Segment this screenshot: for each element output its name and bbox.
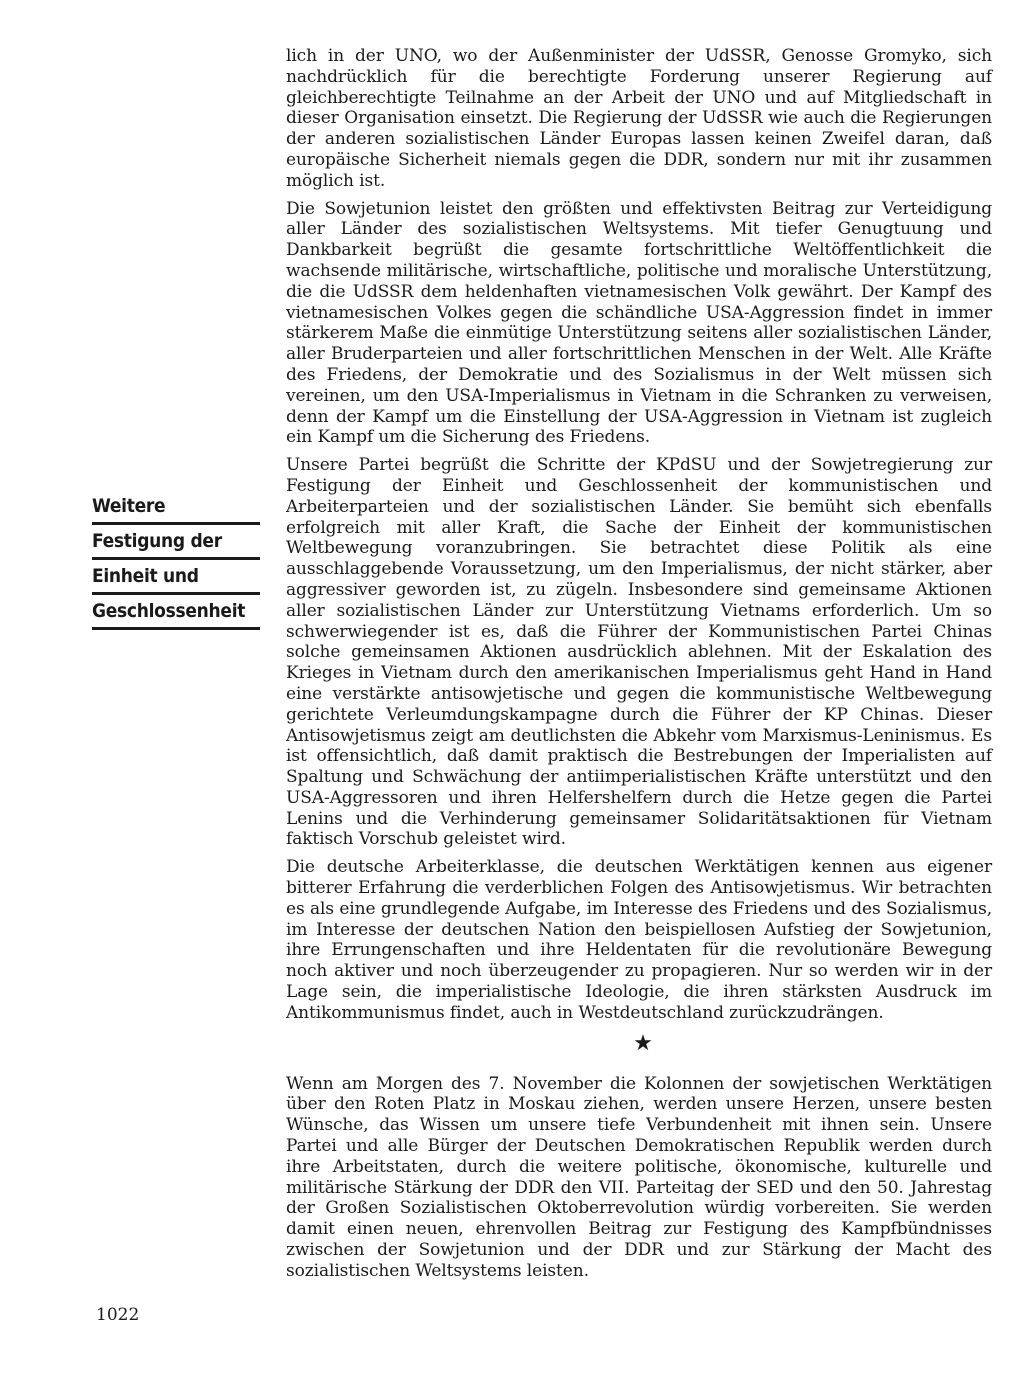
main-text [286, 46, 992, 1289]
page-number: 1022 [96, 1305, 140, 1325]
paragraph-2: Die Sowjetunion leistet den größten und effektivsten Beitrag zur Verteidigung aller Länder des sozialistischen Weltsystems. Mit tiefer Genugtuung und Dankbarkeit begrüßt die gesamte fortschrittliche Weltöffentlichkeit die wachsende militärische, wirtschaftliche, politische und moralische Unterstützung, die die UdSSR dem heldenhaften vietnamesischen Volk gewährt. Der Kampf des vietnamesischen Volkes gegen die schändliche USA-Aggression findet in immer stärkerem Maße die einmütige Unterstützung seitens aller sozialistischen Länder, aller Bruderparteien und aller fortschrittlichen Menschen in der Welt. Alle Kräfte des Friedens, der Demokratie und des Sozialismus in der Welt müssen sich vereinen, um den USA-Imperialismus in Vietnam in die Schranken zu verweisen, denn der Kampf um die Einstellung der USA-Aggression in Vietnam ist zugleich ein Kampf um die Sicherung des Friedens. [286, 198, 992, 448]
margin-heading-line: Einheit und [92, 560, 260, 595]
closing-paragraph: Wenn am Morgen des 7. November die Kolonnen der sowjetischen Werktätigen über den Roten Platz in Moskau ziehen, werden unsere Herzen, unsere besten Wünsche, das Wissen um unsere tiefe Verbundenheit mit ihnen sein. Unsere Partei und alle Bürger der Deutschen Demokratischen Republik werden durch ihre Arbeitstaten, durch die weitere politische, ökonomische, kulturelle und militärische Stärkung der DDR den VII. Parteitag der SED und den 50. Jahrestag der Großen Sozialistischen Oktoberrevolution würdig vorbereiten. Sie werden damit einen neuen, ehrenvollen Beitrag zur Festigung des Kampfbündnisses zwischen der Sowjetunion und der DDR und zur Stärkung der Macht des sozialistischen Weltsystems leisten. [286, 1073, 992, 1281]
margin-heading-line: Geschlossenheit [92, 595, 260, 630]
paragraph-3: Unsere Partei begrüßt die Schritte der KPdSU und der Sowjetregierung zur Festigung der Einheit und Geschlossenheit der kommunistischen und Arbeiterparteien und der sozialistischen Länder. Sie bemüht sich ebenfalls erfolgreich mit aller Kraft, die Sache der Einheit der kommunistischen Weltbewegung voranzubringen. Sie betrachtet diese Politik als eine ausschlaggebende Voraussetzung, um den Imperialismus, der nicht stärker, aber aggressiver geworden ist, zu zügeln. Insbesondere sind gemeinsame Aktionen aller sozialistischen Länder zur Unterstützung Vietnams erforderlich. Um so schwerwiegender ist es, daß die Führer der Kommunistischen Partei Chinas solche gemeinsamen Aktionen ausdrücklich ablehnen. Mit der Eskalation des Krieges in Vietnam durch den amerikanischen Imperialismus geht Hand in Hand eine verstärkte antisowjetische und gegen die kommunistische Weltbewegung gerichtete Verleumdungskampagne durch die Führer der KP Chinas. Dieser Antisowjetismus zeigt am deutlichsten die Abkehr vom Marxismus-Leninismus. Es ist offensichtlich, daß damit praktisch die Bestrebungen der Imperialisten auf Spaltung und Schwächung der antiimperialistischen Kräfte unterstützt und den USA-Aggressoren und ihren Helfershelfern durch die Hetze gegen die Partei Lenins und die Verhinderung gemeinsamer Solidaritätsaktionen für Vietnam faktisch Vorschub geleistet wird. [286, 455, 992, 850]
paragraph-1: lich in der UNO, wo der Außenminister der UdSSR, Genosse Gromyko, sich nachdrücklich für die berechtigte Forderung unserer Regierung auf gleichberechtigte Teilnahme an der Arbeit der UNO und auf Mitgliedschaft in dieser Organisation einsetzt. Die Regierung der UdSSR wie auch die Regierungen der anderen sozialistischen Länder Europas lassen keinen Zweifel daran, daß europäische Sicherheit niemals gegen die DDR, sondern nur mit ihr zusammen möglich ist. [286, 46, 992, 191]
margin-heading-line: Festigung der [92, 525, 260, 560]
margin-heading-line: Weitere [92, 490, 260, 525]
star-separator-icon: ★ [633, 1030, 653, 1056]
margin-heading [92, 490, 260, 630]
paragraph-4: Die deutsche Arbeiterklasse, die deutschen Werktätigen kennen aus eigener bitterer Erfahrung die verderblichen Folgen des Antisowjetismus. Wir betrachten es als eine grundlegende Aufgabe, im Interesse des Friedens und des Sozialismus, im Interesse der deutschen Nation den beispiellosen Aufstieg der Sowjetunion, ihre Errungenschaften und ihre Heldentaten für die revolutionäre Bewegung noch aktiver und noch überzeugender zu propagieren. Nur so werden wir in der Lage sein, die imperialistische Ideologie, die ihren stärksten Ausdruck im Antikommunismus findet, auch in Westdeutschland zurückzudrängen. [286, 857, 992, 1023]
